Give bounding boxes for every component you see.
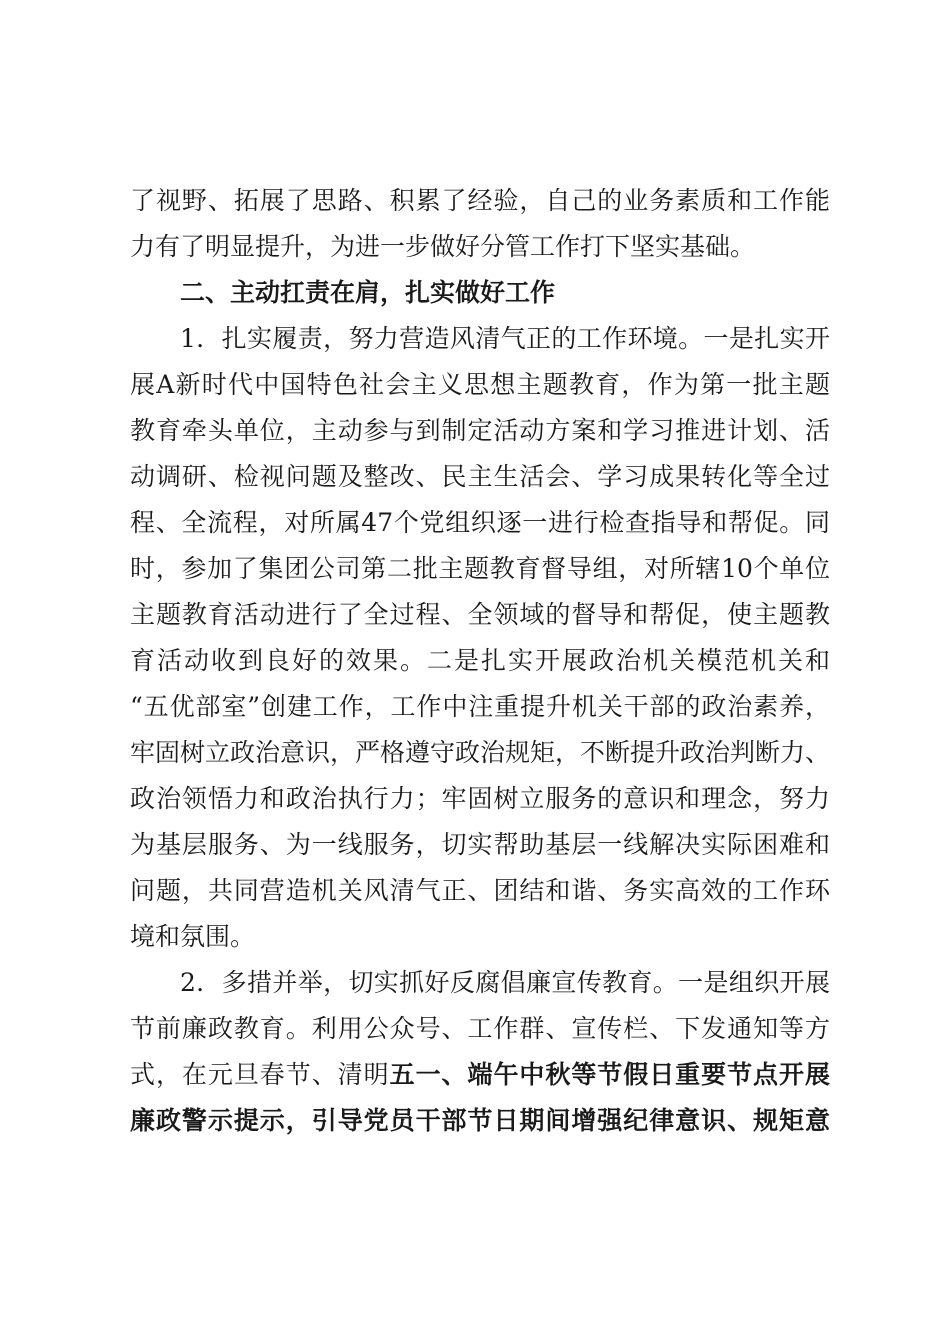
text-line: 问题，共同营造机关风清气正、团结和谐、务实高效的工作环 xyxy=(130,876,830,905)
text-line: “五优部室”创建工作，工作中注重提升机关干部的政治素养， xyxy=(130,692,830,721)
text-line: 了视野、拓展了思路、积累了经验，自己的业务素质和工作能 xyxy=(130,186,830,215)
text-line: 牢固树立政治意识，严格遵守政治规矩，不断提升政治判断力、 xyxy=(130,738,830,767)
text-line: 节前廉政教育。利用公众号、工作群、宣传栏、下发通知等方 xyxy=(130,1014,830,1043)
text-line: 2．多措并举，切实抓好反腐倡廉宣传教育。一是组织开展 xyxy=(180,968,830,997)
text-line: 育活动收到良好的效果。二是扎实开展政治机关模范机关和 xyxy=(130,646,830,675)
text-line: 动调研、检视问题及整改、民主生活会、学习成果转化等全过 xyxy=(130,462,830,491)
text-line: 教育牵头单位，主动参与到制定活动方案和学习推进计划、活 xyxy=(130,416,830,445)
text-line: 时，参加了集团公司第二批主题教育督导组，对所辖10个单位 xyxy=(130,554,830,583)
text-line xyxy=(130,1052,830,1098)
text-segment: 式，在元旦春节、清明 xyxy=(130,1060,390,1089)
section-heading: 二、主动扛责在肩，扎实做好工作 xyxy=(180,278,556,307)
text-line: 为基层服务、为一线服务，切实帮助基层一线解决实际困难和 xyxy=(130,830,830,859)
text-line: 力有了明显提升，为进一步做好分管工作打下坚实基础。 xyxy=(130,232,756,261)
bold-text-line: 廉政警示提示，引导党员干部节日期间增强纪律意识、规矩意 xyxy=(130,1106,830,1135)
text-line: 主题教育活动进行了全过程、全领域的督导和帮促，使主题教 xyxy=(130,600,830,629)
document-body xyxy=(130,178,830,1144)
text-line: 程、全流程，对所属47个党组织逐一进行检查指导和帮促。同 xyxy=(130,508,830,537)
text-line: 境和氛围。 xyxy=(130,922,256,951)
text-line: 1．扎实履责，努力营造风清气正的工作环境。一是扎实开 xyxy=(180,324,830,353)
text-line: 政治领悟力和政治执行力；牢固树立服务的意识和理念，努力 xyxy=(130,784,830,813)
text-line: 展A新时代中国特色社会主义思想主题教育，作为第一批主题 xyxy=(130,370,830,399)
bold-text-segment: 五一、端午中秋等节假日重要节点开展 xyxy=(389,1060,830,1089)
